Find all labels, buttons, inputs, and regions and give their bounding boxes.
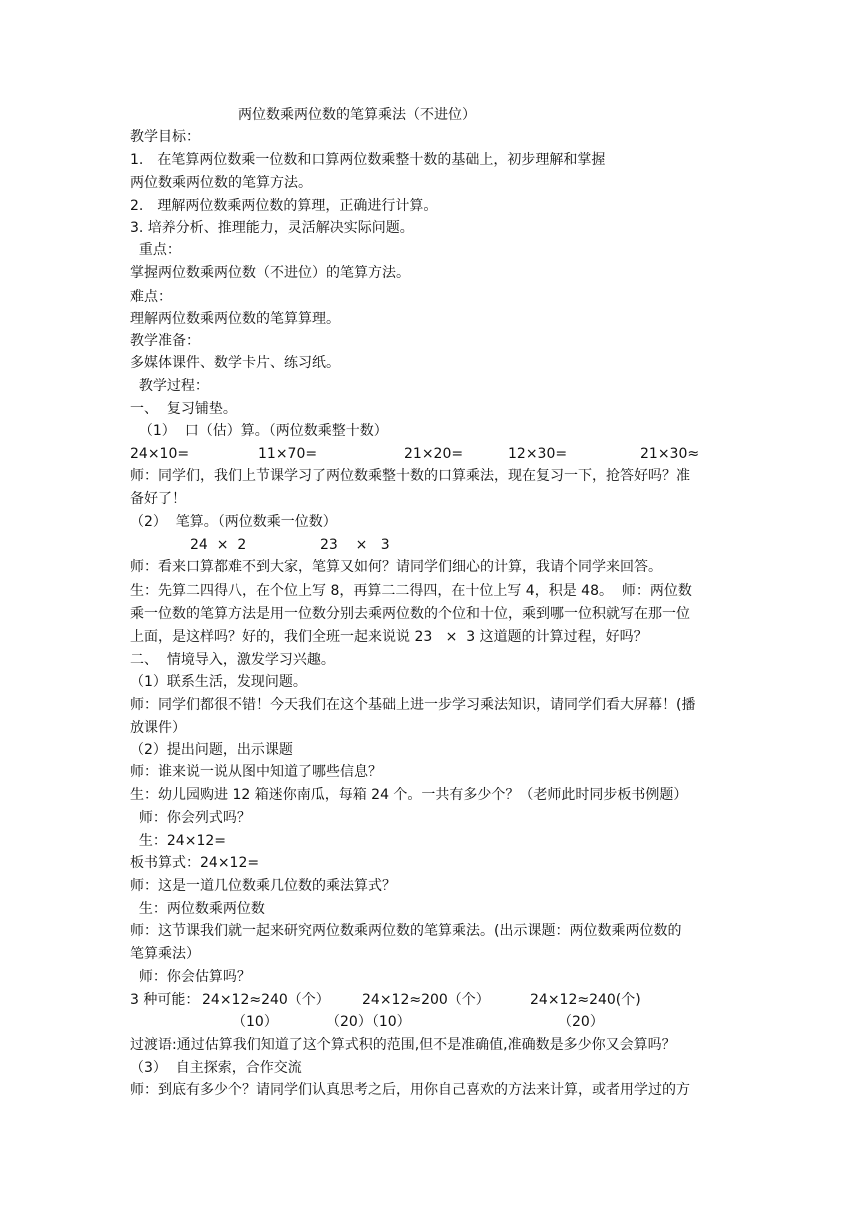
oral-calc-item: 24×10= [130,446,190,462]
text-line: 放课件） [130,720,186,736]
text-line: 掌握两位数乘两位数（不进位）的笔算方法。 [130,265,410,281]
estimate-option: 24×12≈240（个） [202,992,330,1008]
doc-title: 两位数乘两位数的笔算乘法（不进位） [238,107,476,123]
text-line: （3） 自主探索，合作交流 [130,1060,302,1076]
text-line: 师：同学们，我们上节课学习了两位数乘整十数的口算乘法，现在复习一下，抢答好吗？准 [130,468,690,484]
text-line: 师：你会估算吗？ [130,969,251,985]
text-line: 生：两位数乘两位数 [130,901,265,917]
text-line: 师：看来口算都难不到大家，笔算又如何？请同学们细心的计算，我请个同学来回答。 [130,559,662,575]
written-calc-item: 24 × 2 [190,537,247,553]
text-line: 师：到底有多少个？请同学们认真思考之后，用你自己喜欢的方法来计算，或者用学过的方 [130,1082,690,1098]
text-line: 一、 复习铺垫。 [130,401,237,417]
text-line: 二、 情境导入，激发学习兴趣。 [130,652,335,668]
text-line: 教学目标： [130,129,200,145]
oral-calc-item: 11×70= [258,446,318,462]
text-line: 师：这是一道几位数乘几位数的乘法算式？ [130,878,396,894]
text-line: 师：谁来说一说从图中知道了哪些信息？ [130,764,382,780]
text-line: 生：幼儿园购进 12 箱迷你南瓜，每箱 24 个。一共有多少个？（老师此时同步板书例题） [130,787,688,803]
oral-calc-item: 12×30= [508,446,568,462]
text-line: 生：24×12= [130,833,226,849]
estimate-note: （10） [232,1014,278,1030]
text-line: （1）联系生活，发现问题。 [130,674,307,690]
text-line: 师：这节课我们就一起来研究两位数乘两位数的笔算乘法。(出示课题：两位数乘两位数的 [130,923,682,939]
estimate-note: （20） [558,1014,604,1030]
text-line: 3. 培养分析、推理能力，灵活解决实际问题。 [130,220,414,236]
text-line: 教学准备： [130,333,200,349]
text-line: 师：你会列式吗？ [130,810,251,826]
text-line: 过渡语:通过估算我们知道了这个算式积的范围,但不是准确值,准确数是多少你又会算吗？ [130,1037,676,1053]
text-line: 板书算式：24×12= [130,855,260,871]
text-line: （2） 笔算。（两位数乘一位数） [130,514,337,530]
text-line: 难点： [130,289,172,305]
estimate-lead: 3 种可能： [130,992,200,1008]
text-line: 备好了！ [130,491,186,507]
text-line: （2）提出问题，出示课题 [130,742,293,758]
text-line: 2. 理解两位数乘两位数的算理，正确进行计算。 [130,198,438,214]
text-line: 生：先算二四得八，在个位上写 8，再算二二得四，在十位上写 4，积是 48。 师：两位数 [130,583,692,599]
text-line: 上面，是这样吗？好的，我们全班一起来说说 23 × 3 这道题的计算过程，好吗？ [130,629,648,645]
text-line: 1. 在笔算两位数乘一位数和口算两位数乘整十数的基础上，初步理解和掌握 [130,152,606,168]
estimate-option: 24×12≈200（个） [362,992,490,1008]
estimate-option: 24×12≈240(个) [530,992,641,1008]
text-line: 教学过程： [130,378,209,394]
text-line: 多媒体课件、数学卡片、练习纸。 [130,355,340,371]
written-calc-item: 23 × 3 [320,537,390,553]
oral-calc-item: 21×20= [404,446,464,462]
text-line: （1） 口（估）算。（两位数乘整十数） [130,423,388,439]
text-line: 重点： [130,242,181,258]
text-line: 笔算乘法） [130,946,200,962]
oral-calc-item: 21×30≈ [640,446,700,462]
estimate-note: （20）（10） [326,1014,411,1030]
text-line: 理解两位数乘两位数的笔算算理。 [130,311,340,327]
text-line: 两位数乘两位数的笔算方法。 [130,175,312,191]
text-line: 师：同学们都很不错！今天我们在这个基础上进一步学习乘法知识，请同学们看大屏幕！(播 [130,697,696,713]
text-line: 乘一位数的笔算方法是用一位数分别去乘两位数的个位和十位，乘到哪一位积就写在那一位 [130,606,690,622]
